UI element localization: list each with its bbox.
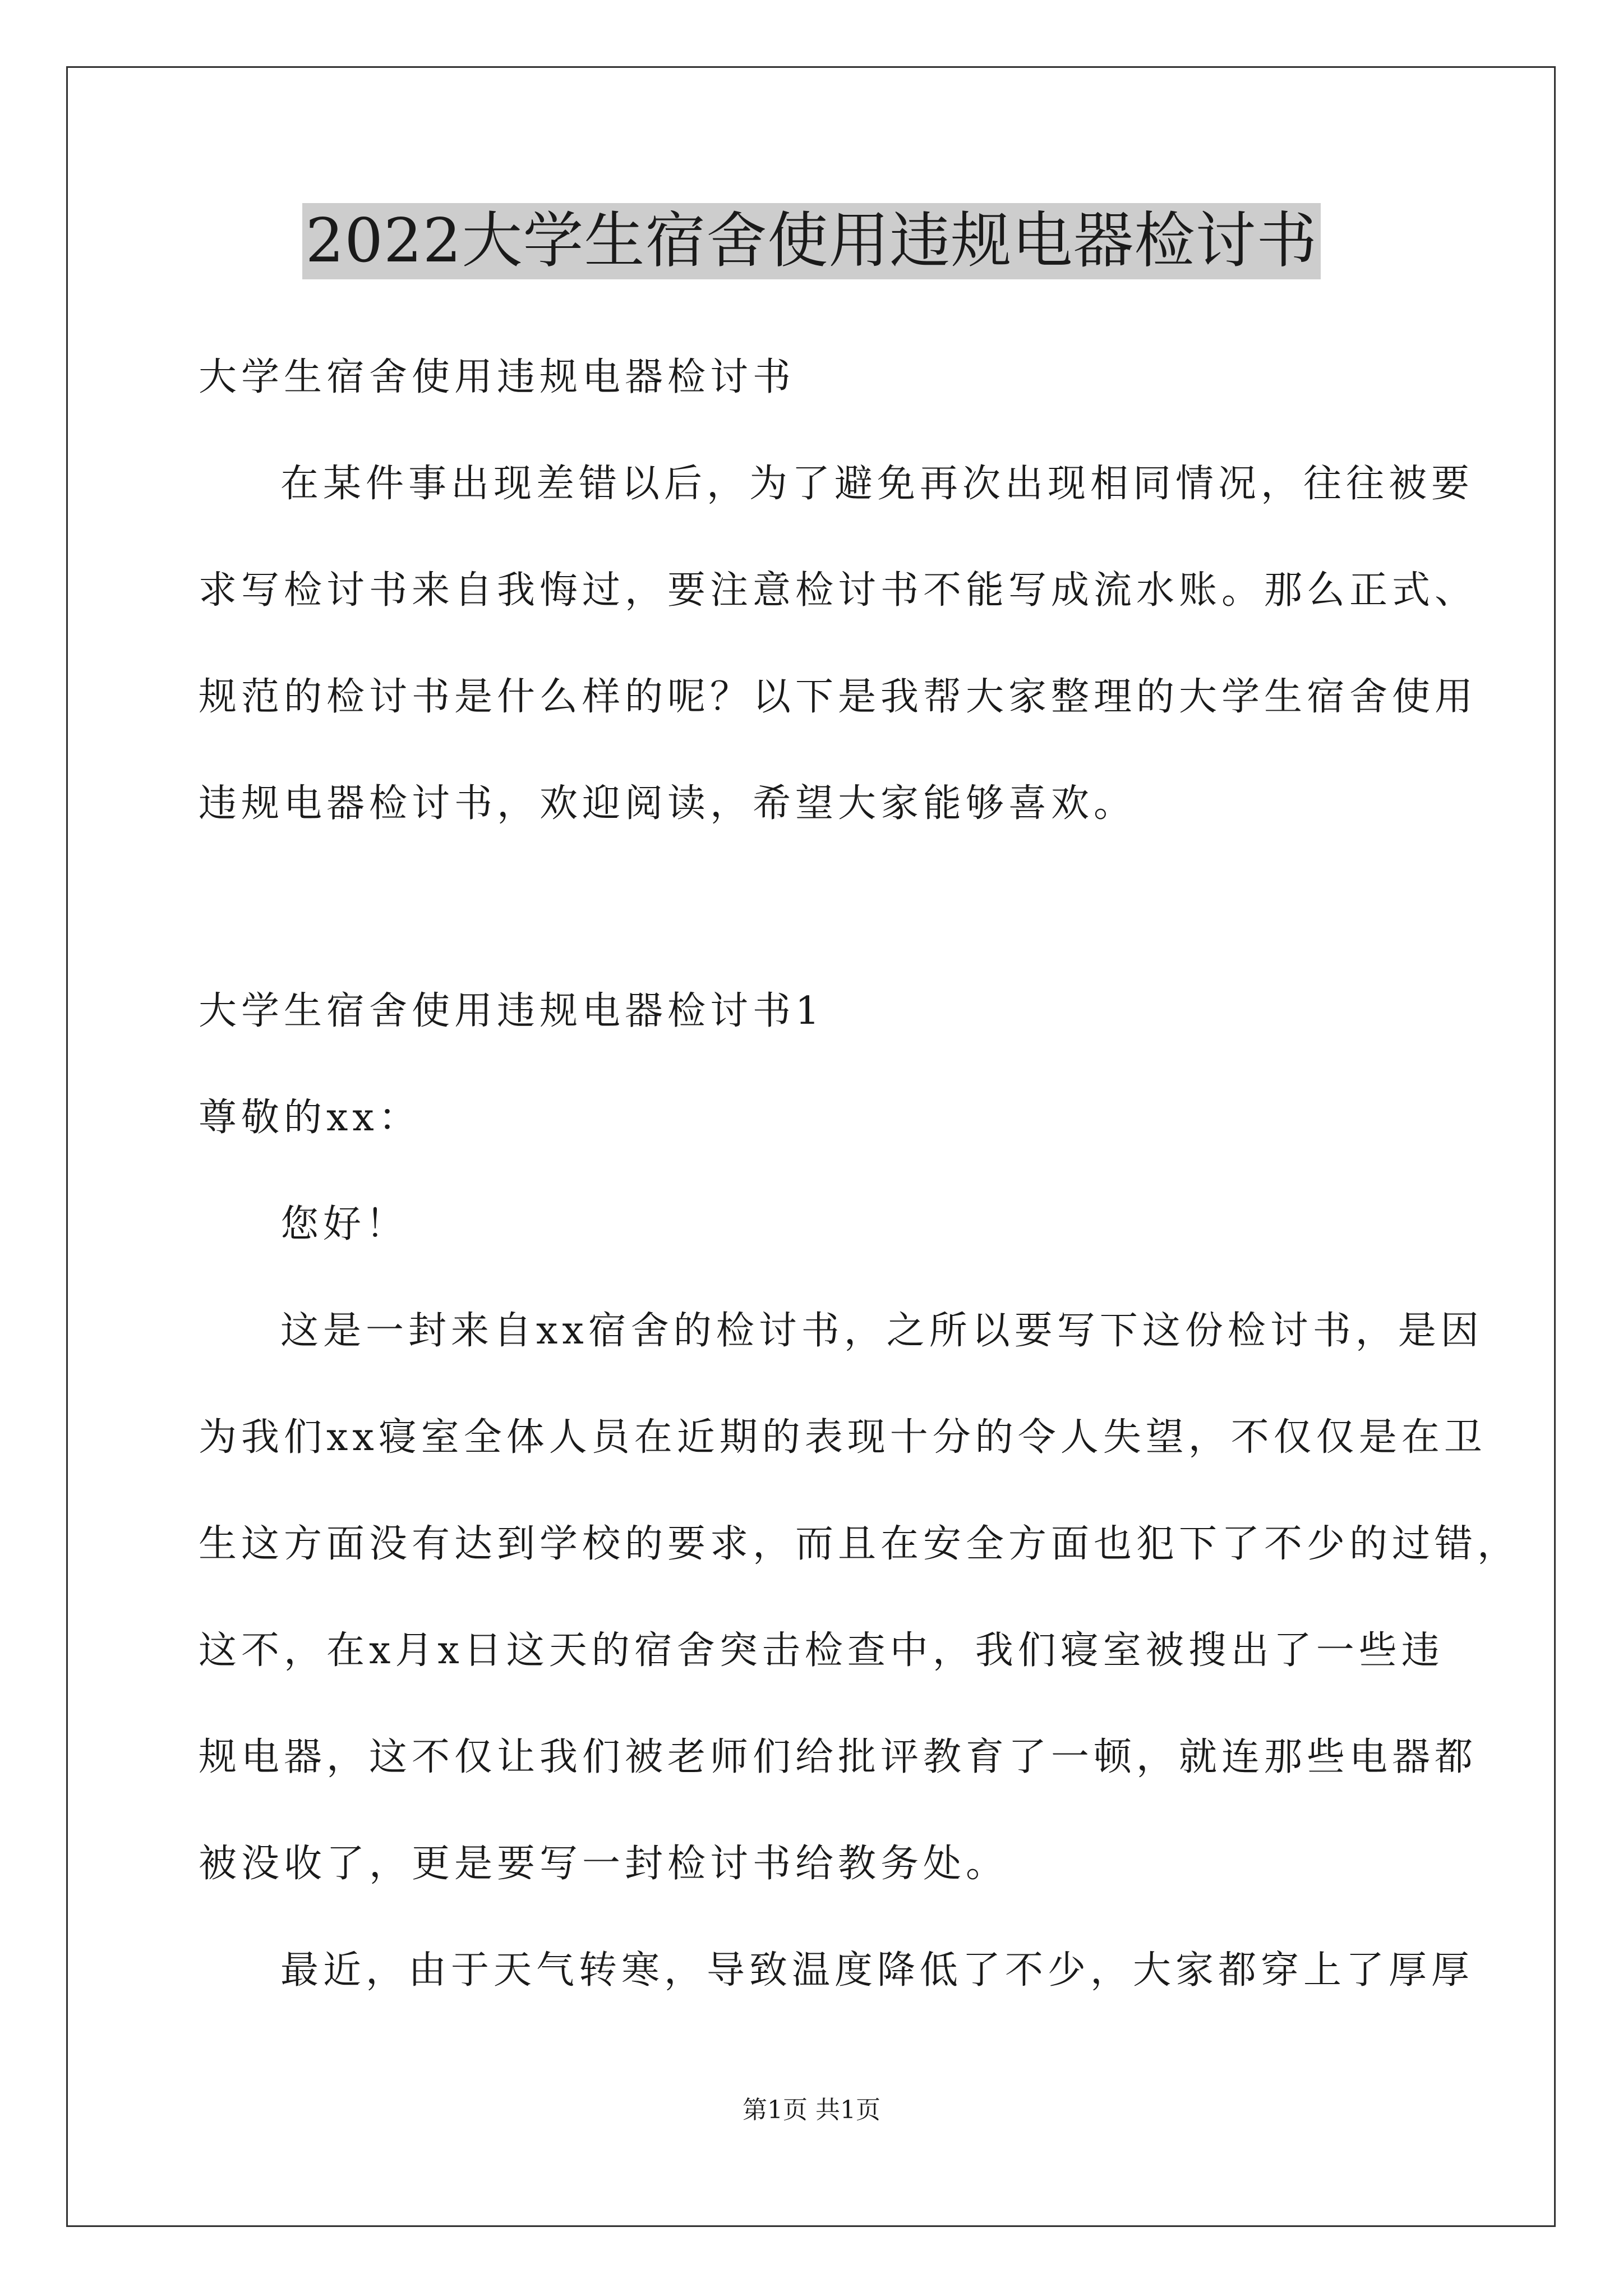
intro-line-4: 违规电器检讨书，欢迎阅读，希望大家能够喜欢。 — [199, 781, 1137, 826]
body-line-4: 这不，在x月x日这天的宿舍突击检查中，我们寝室被搜出了一些违 — [199, 1628, 1444, 1673]
subtitle: 大学生宿舍使用违规电器检讨书 — [199, 355, 796, 399]
page-footer: 第1页 共1页 — [743, 2096, 880, 2124]
salutation: 尊敬的xx： — [199, 1096, 421, 1140]
document-title: 2022大学生宿舍使用违规电器检讨书 — [302, 203, 1321, 279]
body-line-2: 为我们xx寝室全体人员在近期的表现十分的令人失望，不仅仅是在卫 — [199, 1415, 1487, 1460]
body-line-7: 最近，由于天气转寒，导致温度降低了不少，大家都穿上了厚厚 — [280, 1948, 1474, 1993]
intro-line-1: 在某件事出现差错以后，为了避免再次出现相同情况，往往被要 — [280, 462, 1474, 506]
intro-line-3: 规范的检讨书是什么样的呢？以下是我帮大家整理的大学生宿舍使用 — [199, 675, 1478, 719]
body-line-3: 生这方面没有达到学校的要求，而且在安全方面也犯下了不少的过错， — [199, 1522, 1520, 1566]
body-line-6: 被没收了，更是要写一封检讨书给教务处。 — [199, 1842, 1009, 1886]
body-line-5: 规电器，这不仅让我们被老师们给批评教育了一顿，就连那些电器都 — [199, 1735, 1478, 1779]
title-wrapper — [0, 203, 1623, 279]
body-line-1: 这是一封来自xx宿舍的检讨书，之所以要写下这份检讨书，是因 — [280, 1309, 1483, 1353]
greeting: 您好！ — [280, 1202, 409, 1246]
section-heading: 大学生宿舍使用违规电器检讨书1 — [199, 989, 824, 1033]
intro-line-2: 求写检讨书来自我悔过，要注意检讨书不能写成流水账。那么正式、 — [199, 568, 1478, 613]
